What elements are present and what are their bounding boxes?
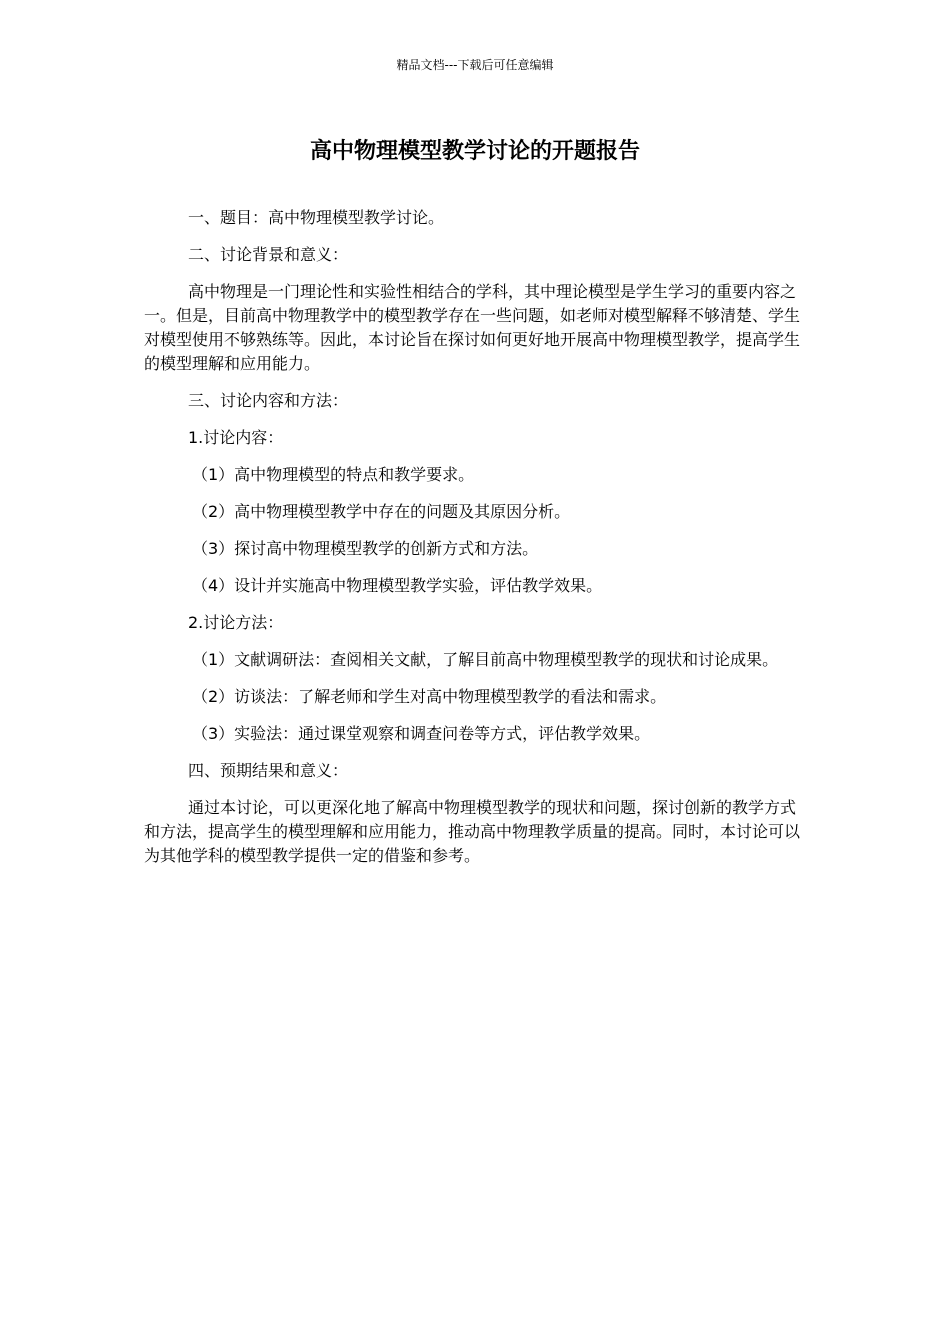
document-title: 高中物理模型教学讨论的开题报告: [309, 139, 640, 164]
page-header: 精品文档---下载后可任意编辑: [396, 58, 554, 72]
content-item-4: （4）设计并实施高中物理模型教学实验，评估教学效果。: [192, 576, 603, 595]
content-item-2: （2）高中物理模型教学中存在的问题及其原因分析。: [192, 502, 571, 521]
content-item-1: （1）高中物理模型的特点和教学要求。: [192, 465, 475, 484]
section-expected-results-heading: 四、预期结果和意义：: [188, 761, 349, 780]
section-content-methods-heading: 三、讨论内容和方法：: [188, 391, 349, 410]
background-paragraph: 高中物理是一门理论性和实验性相结合的学科，其中理论模型是学生学习的重要内容之一。但是，目前高中物理教学中的模型教学存在一些问题，如老师对模型解释不够清楚、学生对模型使用不够熟练等。因此，本讨论旨在探讨如何更好地开展高中物理模型教学，提高学生的模型理解和应用能力。: [144, 282, 801, 373]
subsection-content-heading: 1.讨论内容：: [188, 428, 284, 447]
method-item-3: （3）实验法：通过课堂观察和调查问卷等方式，评估教学效果。: [192, 724, 651, 743]
section-background-heading: 二、讨论背景和意义：: [188, 245, 349, 264]
method-item-2: （2）访谈法：了解老师和学生对高中物理模型教学的看法和需求。: [192, 687, 667, 706]
method-item-1: （1）文献调研法：查阅相关文献，了解目前高中物理模型教学的现状和讨论成果。: [192, 650, 779, 669]
subsection-methods-heading: 2.讨论方法：: [188, 613, 284, 632]
section-topic: 一、题目：高中物理模型教学讨论。: [188, 208, 445, 227]
document-body: [144, 206, 806, 881]
content-item-3: （3）探讨高中物理模型教学的创新方式和方法。: [192, 539, 539, 558]
expected-results-paragraph: 通过本讨论，可以更深化地了解高中物理模型教学的现状和问题，探讨创新的教学方式和方法，提高学生的模型理解和应用能力，推动高中物理教学质量的提高。同时，本讨论可以为其他学科的模型教学提供一定的借鉴和参考。: [144, 798, 801, 865]
